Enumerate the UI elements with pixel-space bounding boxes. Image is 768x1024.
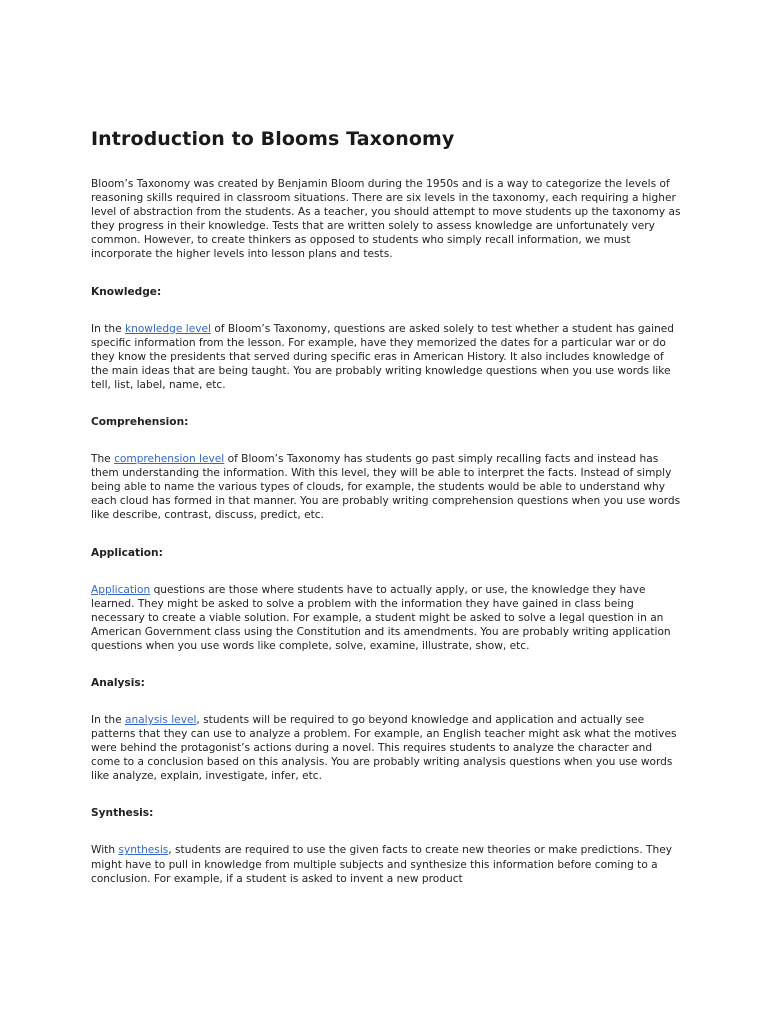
- paragraph-text: , students are required to use the given facts to create new theories or make predictions. They might have to pull in knowledge from multiple subjects and synthesize this information before coming to a conclusion. For example, if a student is asked to invent a new product: [91, 844, 673, 885]
- section-heading-knowledge: Knowledge:: [91, 285, 162, 298]
- intro-paragraph: Bloom’s Taxonomy was created by Benjamin Bloom during the 1950s and is a way to categorize the levels of reasoning skills required in classroom situations. There are six levels in the taxonomy, each requiring a higher level of abstraction from the students. As a teacher, you should attempt to move students up the taxonomy as they progress in their knowledge. Tests that are written solely to assess knowledge are unfortunately very common. However, to create thinkers as opposed to students who simply recall information, we must incorporate the higher levels into lesson plans and tests.: [91, 178, 681, 261]
- paragraph-text: , students will be required to go beyond knowledge and application and actually see patterns that they can use to analyze a problem. For example, an English teacher might ask what the motives were behind the protagonist’s actions during a novel. This requires students to analyze the character and come to a conclusion based on this analysis. You are probably writing analysis questions when you use words like analyze, explain, investigate, infer, etc.: [91, 713, 677, 783]
- section-paragraph-application: [91, 583, 681, 653]
- knowledge-level-link[interactable]: knowledge level: [124, 322, 211, 335]
- paragraph-text: questions are those where students have to actually apply, or use, the knowledge they have learned. They might be asked to solve a problem with the information they have gained in class being necessary to create a viable solution. For example, a student might be asked to solve a legal question in an American Government class using the Constitution and its amendments. You are probably writing application questions when you use words like complete, solve, examine, illustrate, show, etc.: [91, 583, 671, 652]
- paragraph-text: In the: [91, 713, 125, 726]
- paragraph-text: of Bloom’s Taxonomy, questions are asked solely to test whether a student has gained specific information from the lesson. For example, have they memorized the dates for a particular war or do they know the presidents that served during specific eras in American History. It also includes knowledge of the main ideas that are being taught. You are probably writing knowledge questions when you use words like tell, list, label, name, etc.: [91, 322, 675, 391]
- paragraph-text: of Bloom’s Taxonomy has students go past simply recalling facts and instead has them understanding the information. With this level, they will be able to interpret the facts. Instead of simply being able to name the various types of clouds, for example, the students would be able to understand why each cloud has formed in that manner. You are probably writing comprehension questions when you use words like describe, contrast, discuss, predict, etc.: [91, 453, 681, 522]
- section-paragraph-synthesis: [91, 843, 681, 885]
- section-heading-synthesis: Synthesis:: [91, 807, 154, 820]
- paragraph-text: With: [91, 844, 119, 857]
- analysis-level-link[interactable]: analysis level: [124, 713, 197, 726]
- paragraph-text: The: [91, 453, 115, 466]
- paragraph-text: In the: [91, 322, 125, 335]
- section-heading-comprehension: Comprehension:: [91, 416, 189, 429]
- section-heading-application: Application:: [91, 546, 163, 559]
- section-paragraph-analysis: [91, 713, 681, 783]
- synthesis-link[interactable]: synthesis: [118, 844, 169, 857]
- comprehension-level-link[interactable]: comprehension level: [114, 453, 225, 466]
- application-link[interactable]: Application: [91, 583, 151, 596]
- document-page: [91, 126, 681, 886]
- section-heading-analysis: Analysis:: [91, 676, 145, 689]
- page-title: Introduction to Blooms Taxonomy: [91, 128, 455, 150]
- section-paragraph-comprehension: [91, 452, 681, 522]
- section-paragraph-knowledge: [91, 322, 681, 392]
